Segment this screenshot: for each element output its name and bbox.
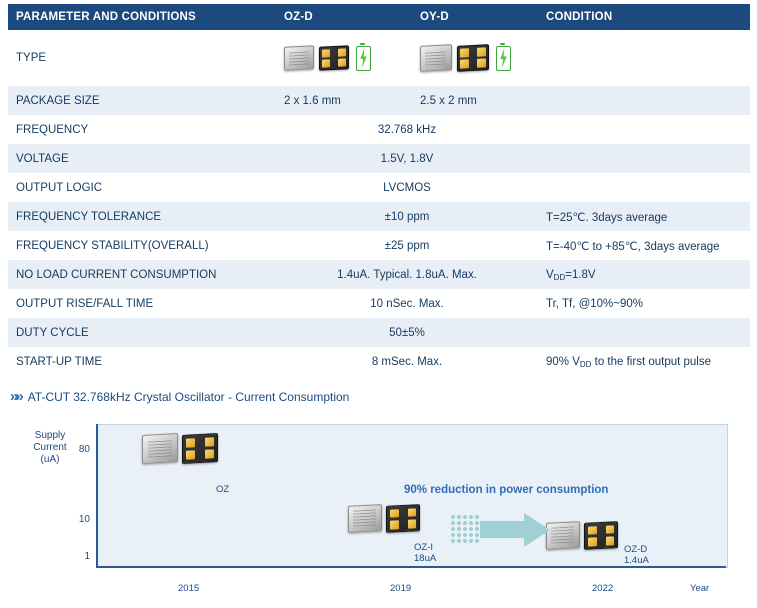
section-heading xyxy=(10,388,349,405)
arrow-head xyxy=(524,513,550,547)
cell-parameter: TYPE xyxy=(8,30,276,86)
arrow-body xyxy=(480,521,528,538)
cell-parameter: FREQUENCY STABILITY(OVERALL) xyxy=(8,231,276,260)
cell-condition xyxy=(538,86,750,115)
cell-condition xyxy=(538,318,750,347)
cell-value-merged: 1.4uA. Typical. 1.8uA. Max. xyxy=(276,260,538,289)
crystal-package-gold-icon xyxy=(584,521,618,550)
section-title: AT-CUT 32.768kHz Crystal Oscillator - Current Consumption xyxy=(27,389,350,404)
cell-ozd: 2 x 1.6 mm xyxy=(276,86,412,115)
arrow-dots xyxy=(450,514,480,545)
crystal-package-silver-icon xyxy=(348,504,382,533)
cell-condition: T=25℃. 3days average xyxy=(538,202,750,231)
chart-point-oz xyxy=(142,434,218,463)
header-condition: CONDITION xyxy=(538,4,750,30)
table-row xyxy=(8,144,750,173)
crystal-package-silver-icon xyxy=(142,433,178,464)
cell-parameter: FREQUENCY xyxy=(8,115,276,144)
cell-condition: 90% $V_{DD}$ to the first output pulse xyxy=(538,347,750,376)
cell-condition: T=-40℃ to +85℃, 3days average xyxy=(538,231,750,260)
table-row xyxy=(8,115,750,144)
cell-value-merged: 10 nSec. Max. xyxy=(276,289,538,318)
table-row xyxy=(8,347,750,376)
table-row xyxy=(8,173,750,202)
cell-parameter: OUTPUT LOGIC xyxy=(8,173,276,202)
table-row xyxy=(8,289,750,318)
header-parameter: PARAMETER AND CONDITIONS xyxy=(8,4,276,30)
header-oyd: OY-D xyxy=(412,4,538,30)
table-row xyxy=(8,86,750,115)
battery-icon xyxy=(496,46,511,71)
chart-point-label-ozd: OZ-D 1.4uA xyxy=(624,544,649,566)
cell-condition: $V_{DD}=1.8V$ xyxy=(538,260,750,289)
chart-xtick-2019: 2019 xyxy=(390,583,412,594)
chart-annotation: 90% reduction in power consumption xyxy=(404,484,609,496)
cell-condition xyxy=(538,144,750,173)
cell-parameter: DUTY CYCLE xyxy=(8,318,276,347)
cell-condition xyxy=(538,173,750,202)
cell-value-merged: 8 mSec. Max. xyxy=(276,347,538,376)
cell-value-merged: LVCMOS xyxy=(276,173,538,202)
ozi-product-images xyxy=(348,505,420,532)
table-header-row xyxy=(8,4,750,30)
chart-x-axis-label: Year xyxy=(690,583,710,594)
chart-ytick-80: 80 xyxy=(78,444,90,455)
crystal-package-gold-icon xyxy=(386,504,420,533)
cell-value-merged: ±10 ppm xyxy=(276,202,538,231)
chart-point-ozi xyxy=(348,505,420,532)
table-row xyxy=(8,318,750,347)
ozd-product-images xyxy=(284,46,404,71)
cell-parameter: VOLTAGE xyxy=(8,144,276,173)
cell-value-merged: 50±5% xyxy=(276,318,538,347)
specification-table xyxy=(8,4,750,376)
chart-point-label-oz: OZ xyxy=(216,484,230,495)
crystal-package-gold-icon xyxy=(182,433,218,464)
cell-condition: Tr, Tf, @10%~90% xyxy=(538,289,750,318)
chart-x-axis xyxy=(96,566,726,568)
cell-value-merged: ±25 ppm xyxy=(276,231,538,260)
crystal-package-gold-icon xyxy=(319,45,349,71)
cell-oyd-images xyxy=(412,30,538,86)
crystal-package-silver-icon xyxy=(284,45,314,71)
cell-parameter: PACKAGE SIZE xyxy=(8,86,276,115)
cell-condition xyxy=(538,115,750,144)
reduction-arrow-icon xyxy=(450,512,558,548)
chart-xtick-2015: 2015 xyxy=(178,583,200,594)
cell-ozd-images xyxy=(276,30,412,86)
oyd-product-images xyxy=(420,45,530,71)
chart-ytick-10: 10 xyxy=(78,514,90,525)
chart-y-axis xyxy=(96,424,98,566)
chart-point-label-ozi: OZ-I 18uA xyxy=(414,542,437,564)
cell-condition xyxy=(538,30,750,86)
table-row xyxy=(8,30,750,86)
cell-oyd: 2.5 x 2 mm xyxy=(412,86,538,115)
cell-parameter: NO LOAD CURRENT CONSUMPTION xyxy=(8,260,276,289)
header-ozd: OZ-D xyxy=(276,4,412,30)
oz-product-images xyxy=(142,434,218,463)
battery-icon xyxy=(356,46,371,71)
cell-parameter: OUTPUT RISE/FALL TIME xyxy=(8,289,276,318)
chart-ytick-1: 1 xyxy=(84,551,90,562)
crystal-package-silver-icon xyxy=(420,44,452,72)
chart-y-axis-label: Supply Current (uA) xyxy=(33,430,67,465)
cell-parameter: FREQUENCY TOLERANCE xyxy=(8,202,276,231)
table-row xyxy=(8,260,750,289)
cell-parameter: START-UP TIME xyxy=(8,347,276,376)
crystal-package-gold-icon xyxy=(457,44,489,72)
chart-xtick-2022: 2022 xyxy=(592,583,614,594)
cell-value-merged: 1.5V, 1.8V xyxy=(276,144,538,173)
table-row xyxy=(8,202,750,231)
cell-value-merged: 32.768 kHz xyxy=(276,115,538,144)
table-row xyxy=(8,231,750,260)
chevrons-right-icon: »» xyxy=(10,388,21,405)
